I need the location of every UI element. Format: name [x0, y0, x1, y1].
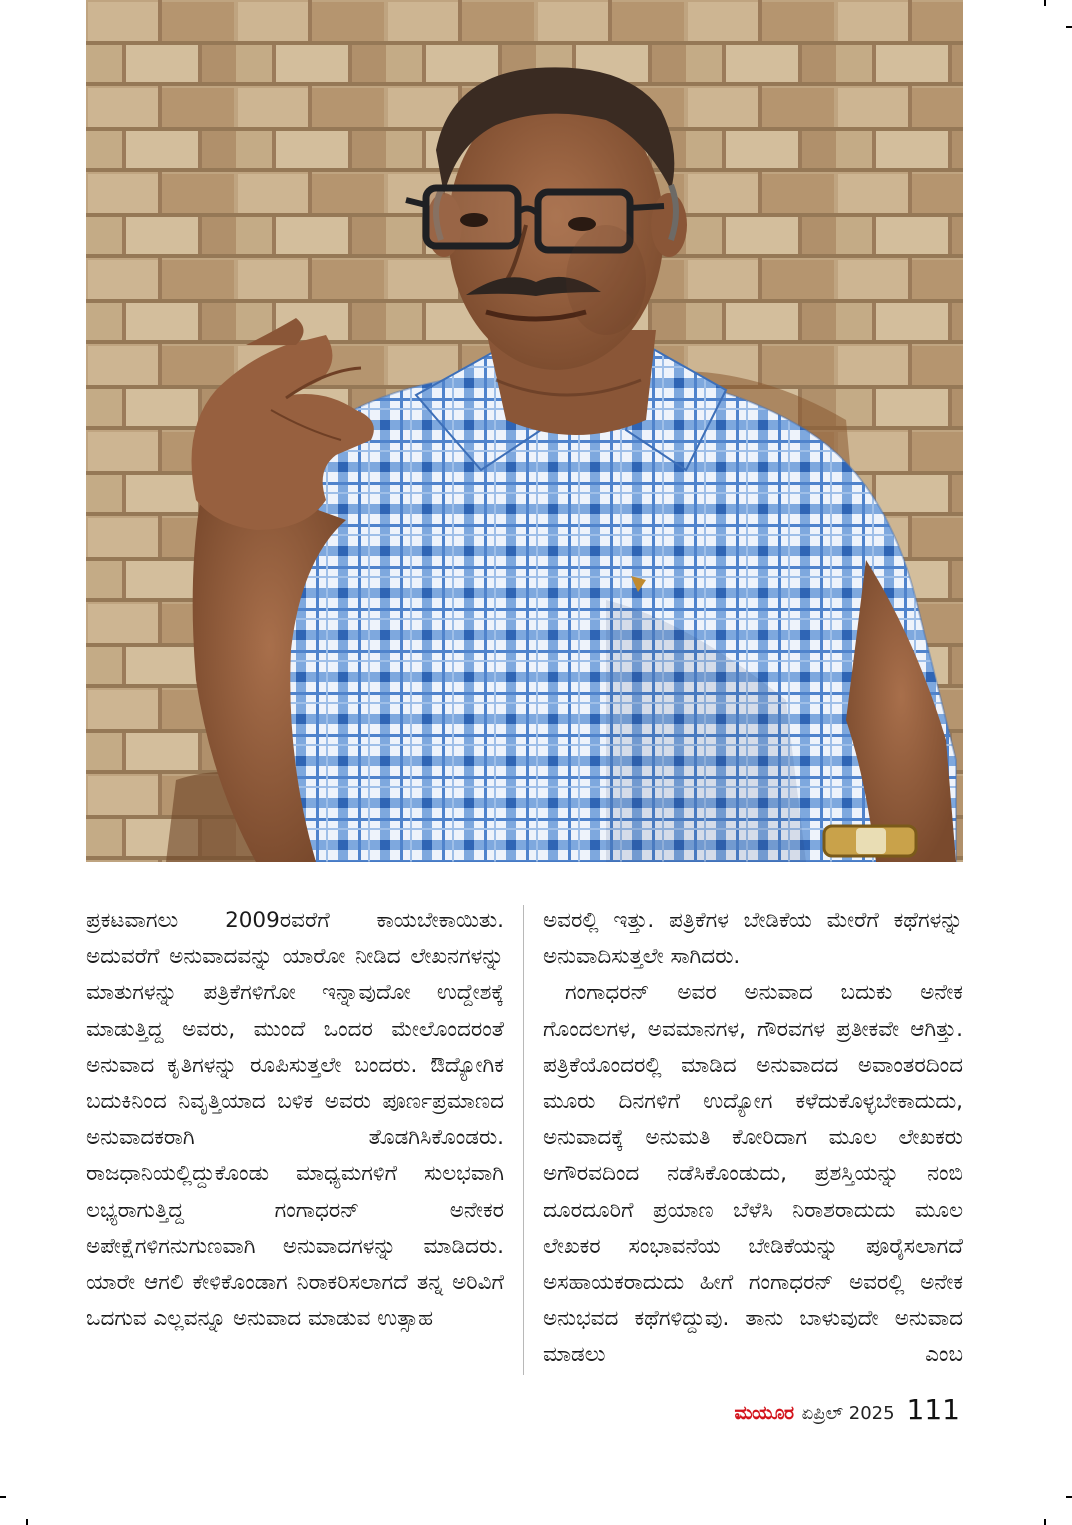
crop-mark-bottom-right [1044, 1519, 1046, 1525]
column-divider [523, 905, 524, 1375]
article-paragraph: ಅವರಲ್ಲಿ ಇತ್ತು. ಪತ್ರಿಕೆಗಳ ಬೇಡಿಕೆಯ ಮೇರೆಗೆ ಕಥೆಗಳನ್ನು ಅನುವಾದಿಸುತ್ತಲೇ ಸಾಗಿದರು. [543, 908, 963, 970]
portrait-photo [86, 0, 963, 862]
crop-mark-right-upper [1066, 26, 1072, 28]
crop-mark-left-lower [0, 1496, 6, 1498]
crop-mark-right-lower [1066, 1496, 1072, 1498]
issue-date: ಏಪ್ರಿಲ್ 2025 [801, 1403, 895, 1424]
page-number: 111 [906, 1393, 960, 1426]
crop-mark-top-right [1044, 0, 1046, 6]
article-paragraph: ಗಂಗಾಧರನ್ ಅವರ ಅನುವಾದ ಬದುಕು ಅನೇಕ ಗೊಂದಲಗಳ, ಅವಮಾನಗಳ, ಗೌರವಗಳ ಪ್ರತೀಕವೇ ಆಗಿತ್ತು. ಪತ್ರಿಕೆಯೊಂದರಲ್ಲಿ ಮಾಡಿದ ಅನುವಾದದ ಅವಾಂತರದಿಂದ ಮೂರು ದಿನಗಳಿಗೆ ಉದ್ಯೋಗ ಕಳೆದುಕೊಳ್ಳಬೇಕಾದುದು, ಅನುವಾದಕ್ಕೆ ಅನುಮತಿ ಕೋರಿದಾಗ ಮೂಲ ಲೇಖಕರು ಅಗೌರವದಿಂದ ನಡೆಸಿಕೊಂಡುದು, ಪ್ರಶಸ್ತಿಯನ್ನು ನಂಬಿ ದೂರದೂರಿಗೆ ಪ್ರಯಾಣ ಬೆಳೆಸಿ ನಿರಾಶರಾದುದು ಮೂಲ ಲೇಖಕರ ಸಂಭಾವನೆಯ ಬೇಡಿಕೆಯನ್ನು ಪೂರೈಸಲಾಗದೆ ಅಸಹಾಯಕರಾದುದು ಹೀಗೆ ಗಂಗಾಧರನ್ ಅವರಲ್ಲಿ ಅನೇಕ ಅನುಭವದ ಕಥೆಗಳಿದ್ದುವು. ತಾನು ಬಾಳುವುದೇ ಅನುವಾದ ಮಾಡಲು ಎಂಬ [543, 980, 963, 1368]
page-footer [734, 1393, 960, 1426]
crop-mark-bottom-left [26, 1519, 28, 1525]
article-paragraph: ಪ್ರಕಟವಾಗಲು 2009ರವರೆಗೆ ಕಾಯಬೇಕಾಯಿತು. ಅದುವರೆಗೆ ಅನುವಾದವನ್ನು ಯಾರೋ ನೀಡಿದ ಲೇಖನಗಳನ್ನು ಮಾತುಗಳನ್ನು ಪತ್ರಿಕೆಗಳಿಗೋ ಇನ್ನಾವುದೋ ಉದ್ದೇಶಕ್ಕೆ ಮಾಡುತ್ತಿದ್ದ ಅವರು, ಮುಂದೆ ಒಂದರ ಮೇಲೊಂದರಂತೆ ಅನುವಾದ ಕೃತಿಗಳನ್ನು ರೂಪಿಸುತ್ತಲೇ ಬಂದರು. ಔದ್ಯೋಗಿಕ ಬದುಕಿನಿಂದ ನಿವೃತ್ತಿಯಾದ ಬಳಿಕ ಅವರು ಪೂರ್ಣಪ್ರಮಾಣದ ಅನುವಾದಕರಾಗಿ ತೊಡಗಿಸಿಕೊಂಡರು. ರಾಜಧಾನಿಯಲ್ಲಿದ್ದುಕೊಂಡು ಮಾಧ್ಯಮಗಳಿಗೆ ಸುಲಭವಾಗಿ ಲಭ್ಯರಾಗುತ್ತಿದ್ದ ಗಂಗಾಧರನ್ ಅನೇಕರ ಅಪೇಕ್ಷೆಗಳಿಗನುಗುಣವಾಗಿ ಅನುವಾದಗಳನ್ನು ಮಾಡಿದರು. ಯಾರೇ ಆಗಲಿ ಕೇಳಿಕೊಂಡಾಗ ನಿರಾಕರಿಸಲಾಗದೆ ತನ್ನ ಅರಿವಿಗೆ ಒದಗುವ ಎಲ್ಲವನ್ನೂ ಅನುವಾದ ಮಾಡುವ ಉತ್ಸಾಹ [86, 908, 504, 1332]
magazine-logo: ಮಯೂರ [734, 1402, 794, 1424]
article-column-right [543, 903, 963, 1374]
article-column-left [86, 903, 504, 1337]
